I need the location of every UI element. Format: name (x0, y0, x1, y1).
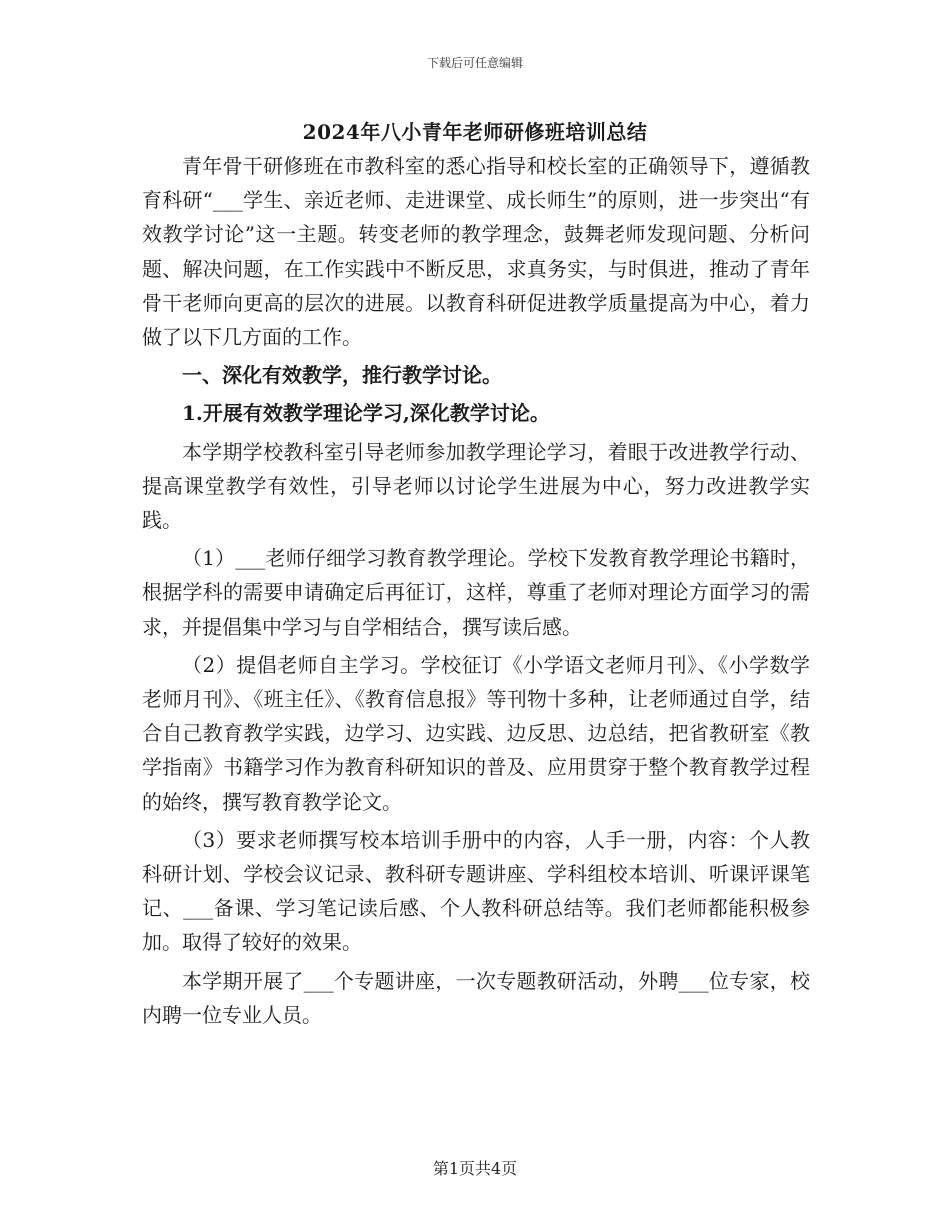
list-item-2: （2）提倡老师自主学习。学校征订《小学语文老师月刊》、《小学数学老师月刊》、《班主任》、《教育信息报》等刊物十多种，让老师通过自学，结合自己教育教学实践，边学习、边实践、边反思、边总结，把省教研室《教学指南》书籍学习作为教育科研知识的普及、应用贯穿于整个教育教学过程的始终，撰写教育教学论文。 (142, 652, 810, 814)
closing-paragraph: 本学期开展了___个专题讲座，一次专题教研活动，外聘___位专家，校内聘一位专业人员。 (142, 968, 810, 1027)
list-item-3: （3）要求老师撰写校本培训手册中的内容，人手一册，内容：个人教科研计划、学校会议记录、教科研专题讲座、学科组校本培训、听课评课笔记、___备课、学习笔记读后感、个人教科研总结等。我们老师都能积极参加。取得了较好的效果。 (142, 827, 810, 955)
section-heading: 一、深化有效教学，推行教学讨论。 (182, 363, 502, 388)
document-body (142, 149, 810, 1032)
body-paragraph: 本学期学校教科室引导老师参加教学理论学习，着眼于改进教学行动、提高课堂教学有效性，引导老师以讨论学生进展为中心，努力改进教学实践。 (142, 439, 810, 533)
subsection-heading: 1.开展有效教学理论学习,深化教学讨论。 (182, 401, 550, 426)
intro-paragraph: 青年骨干研修班在市教科室的悉心指导和校长室的正确领导下，遵循教育科研“___学生、亲近老师、走进课堂、成长师生”的原则，进一步突出“有效教学讨论”这一主题。转变老师的教学理念，鼓舞老师发现问题、分析问题、解决问题，在工作实践中不断反思，求真务实，与时俱进，推动了青年骨干老师向更高的层次的进展。以教育科研促进教学质量提高为中心，着力做了以下几方面的工作。 (142, 154, 810, 350)
list-item-1: （1）___老师仔细学习教育教学理论。学校下发教育教学理论书籍时，根据学科的需要申请确定后再征订，这样，尊重了老师对理论方面学习的需求，并提倡集中学习与自学相结合，撰写读后感。 (142, 546, 810, 639)
document-title: 2024年八小青年老师研修班培训总结 (302, 120, 648, 144)
page-number: 第1页共4页 (432, 1159, 518, 1178)
header-note: 下载后可任意编辑 (426, 56, 523, 70)
